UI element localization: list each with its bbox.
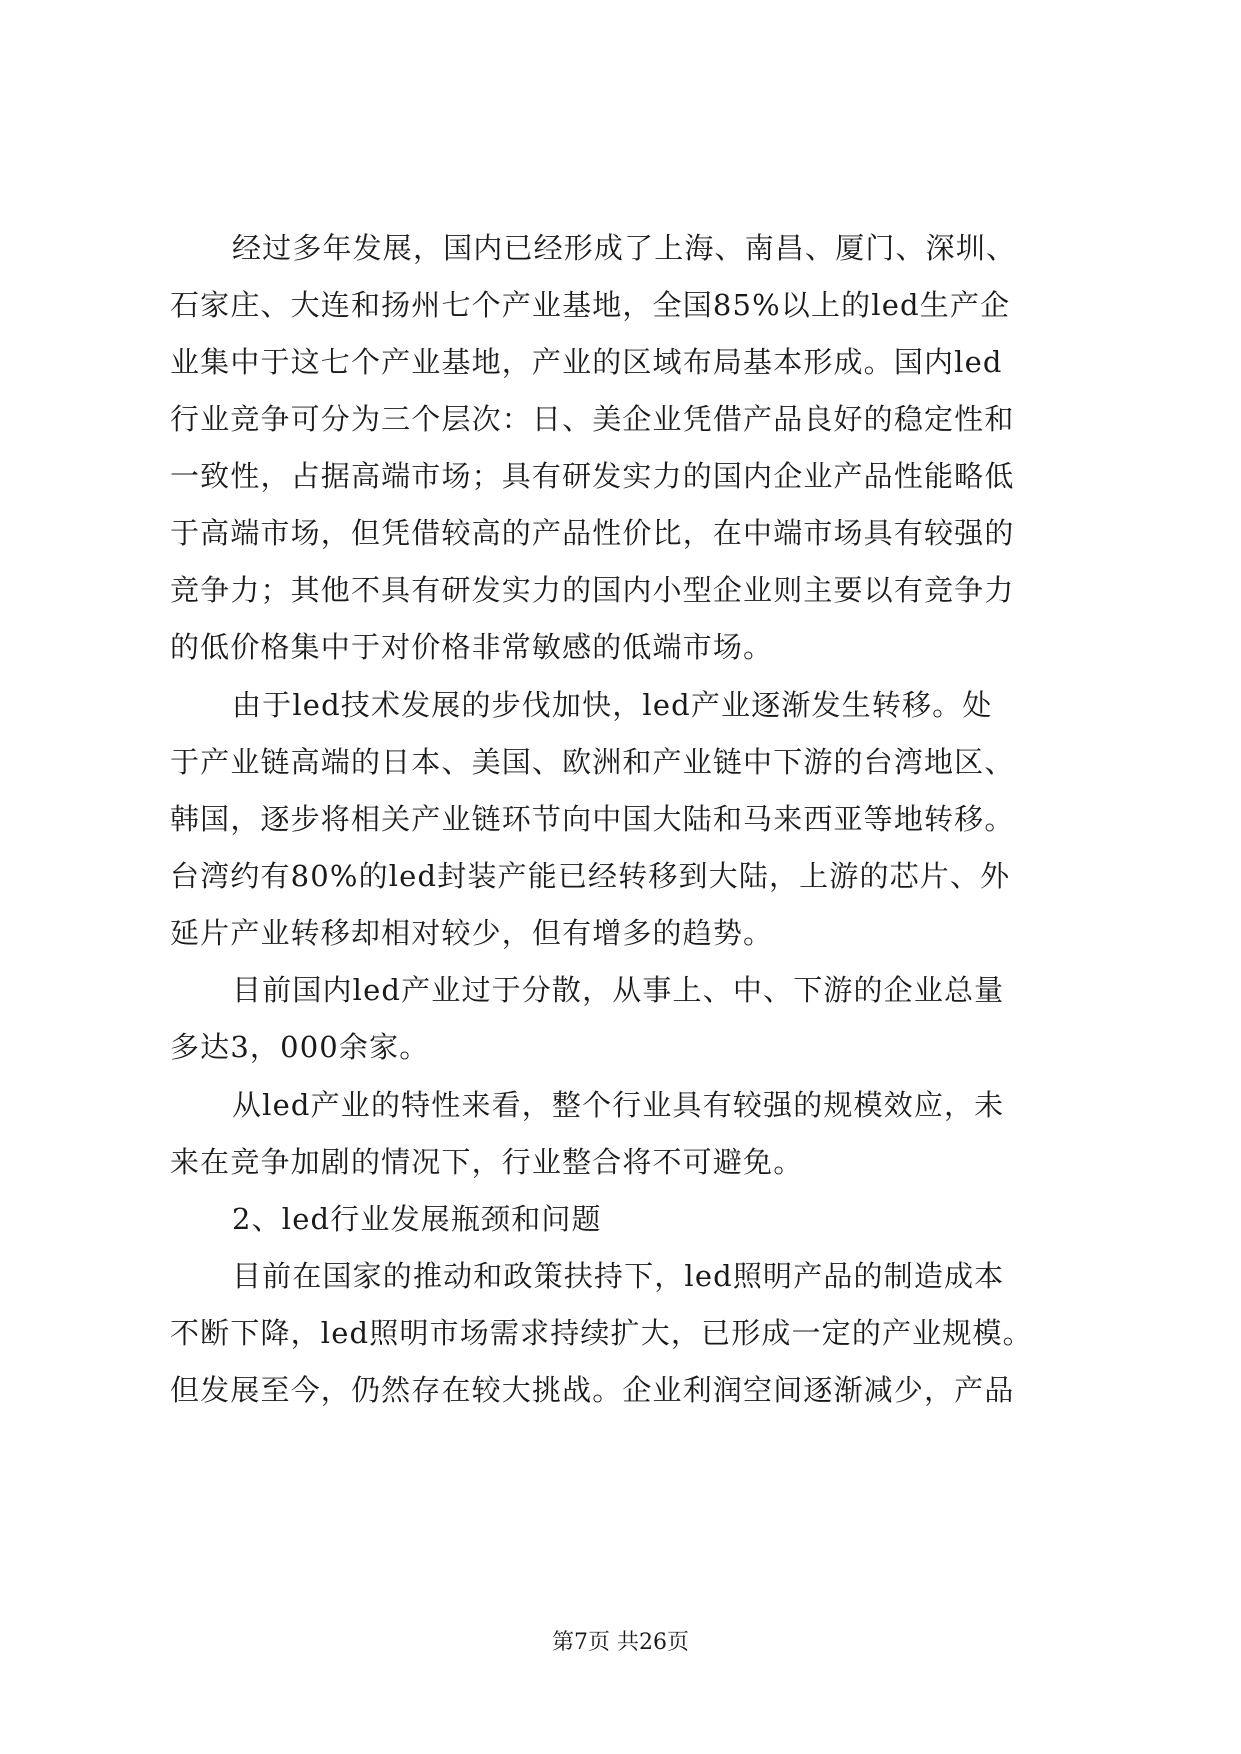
text-line: 竞争力；其他不具有研发实力的国内小型企业则主要以有竞争力 [170,573,1015,607]
section-heading: 2、led行业发展瓶颈和问题 [232,1202,602,1236]
text-line: 从led产业的特性来看，整个行业具有较强的规模效应，未 [232,1088,1005,1122]
text-line: 目前在国家的推动和政策扶持下，led照明产品的制造成本 [232,1259,1005,1293]
page-footer: 第7页 共26页 [552,1630,689,1655]
text-line: 于高端市场，但凭借较高的产品性价比，在中端市场具有较强的 [170,516,1015,550]
text-line: 来在竞争加剧的情况下，行业整合将不可避免。 [170,1145,804,1179]
text-line: 的低价格集中于对价格非常敏感的低端市场。 [170,630,774,664]
text-line: 目前国内led产业过于分散，从事上、中、下游的企业总量 [232,973,1005,1007]
text-line: 多达3，000余家。 [170,1030,430,1064]
text-line: 由于led技术发展的步伐加快，led产业逐渐发生转移。处 [232,688,993,722]
text-line: 业集中于这七个产业基地，产业的区域布局基本形成。国内led [170,345,1003,379]
text-line: 石家庄、大连和扬州七个产业基地，全国85%以上的led生产企 [170,288,1011,322]
text-line: 台湾约有80%的led封装产能已经转移到大陆，上游的芯片、外 [170,859,1011,893]
text-line: 行业竞争可分为三个层次：日、美企业凭借产品良好的稳定性和 [170,402,1015,436]
text-line: 经过多年发展，国内已经形成了上海、南昌、厦门、深圳、 [232,231,1017,265]
text-line: 一致性，占据高端市场；具有研发实力的国内企业产品性能略低 [170,459,1015,493]
text-line: 韩国，逐步将相关产业链环节向中国大陆和马来西亚等地转移。 [170,802,1015,836]
text-line: 不断下降，led照明市场需求持续扩大，已形成一定的产业规模。 [170,1316,1033,1350]
text-line: 延片产业转移却相对较少，但有增多的趋势。 [170,916,774,950]
text-line: 于产业链高端的日本、美国、欧洲和产业链中下游的台湾地区、 [170,745,1015,779]
text-line: 但发展至今，仍然存在较大挑战。企业利润空间逐渐减少，产品 [170,1373,1015,1407]
